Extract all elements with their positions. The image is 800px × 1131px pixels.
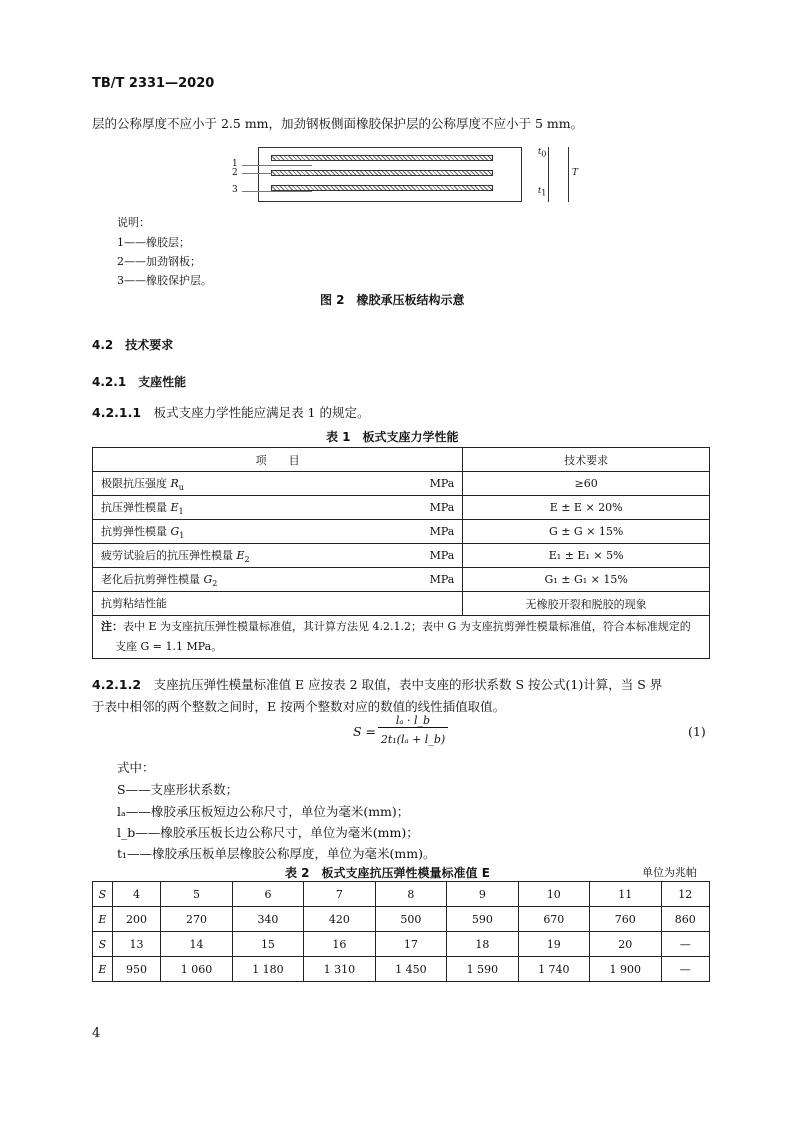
table-cell: 19 (518, 932, 589, 957)
requirement-cell: 无橡胶开裂和脱胶的现象 (463, 592, 710, 616)
item-cell: 抗压弹性模量 $E_1$ (93, 496, 385, 520)
legend-item: 2——加劲钢板； (117, 255, 201, 268)
table-cell: E (93, 957, 113, 982)
table-row (93, 957, 710, 982)
table-cell: 1 590 (447, 957, 518, 982)
table-row (93, 592, 710, 616)
requirement-cell: G₁ ± G₁ × 15% (463, 568, 710, 592)
item-cell: 老化后抗剪弹性模量 $G_2$ (93, 568, 385, 592)
table-row (93, 496, 710, 520)
where-item: t₁——橡胶承压板单层橡胶公称厚度，单位为毫米(mm)。 (117, 846, 436, 861)
table-cell: 16 (304, 932, 375, 957)
table-row (93, 882, 710, 907)
unit-cell: MPa (385, 544, 463, 568)
table-cell: 1 310 (304, 957, 375, 982)
clause-text: 于表中相邻的两个整数之间时，E 按两个整数对应的数值的线性插值取值。 (92, 699, 506, 714)
table1 (92, 447, 710, 659)
figure-caption: 图 2 橡胶承压板结构示意 (320, 293, 465, 307)
section-heading: 4.2 技术要求 (92, 338, 174, 352)
table1-caption: 表 1 板式支座力学性能 (326, 430, 459, 444)
table2-unit: 单位为兆帕 (642, 866, 697, 879)
table-cell: 12 (661, 882, 709, 907)
item-cell: 疲劳试验后的抗压弹性模量 $E_2$ (93, 544, 385, 568)
table-cell: 17 (375, 932, 446, 957)
table-cell: S (93, 932, 113, 957)
table-row (93, 472, 710, 496)
table-cell: 4 (112, 882, 160, 907)
dim-t0: t (538, 147, 542, 156)
table-cell: 270 (161, 907, 232, 932)
page-number: 4 (92, 1026, 101, 1041)
table-cell: 18 (447, 932, 518, 957)
table-cell: 950 (112, 957, 160, 982)
table-header: 技术要求 (463, 448, 710, 472)
table-cell: 15 (232, 932, 303, 957)
table-row (93, 520, 710, 544)
requirement-cell: E₁ ± E₁ × 5% (463, 544, 710, 568)
figure-label: 2 (232, 168, 238, 178)
table-cell: — (661, 957, 709, 982)
table-cell: 1 900 (590, 957, 661, 982)
table-cell: 8 (375, 882, 446, 907)
item-cell: 抗剪弹性模量 $G_1$ (93, 520, 385, 544)
intro-text: 层的公称厚度不应小于 2.5 mm，加劲钢板侧面橡胶保护层的公称厚度不应小于 5 mm。 (92, 116, 584, 131)
legend-item: 3——橡胶保护层。 (117, 274, 212, 287)
figure-label: 1 (232, 159, 238, 169)
section-heading: 4.2.1 支座性能 (92, 375, 187, 389)
unit-cell: MPa (385, 568, 463, 592)
table-row (93, 568, 710, 592)
table1-note: 注：表中 E 为支座抗压弹性模量标准值，其计算方法见 4.2.1.2；表中 G 为支座抗剪弹性模量标准值，符合本标准规定的支座 G = 1.1 MPa。 (93, 616, 710, 659)
table-cell: 590 (447, 907, 518, 932)
unit-cell: MPa (385, 496, 463, 520)
table-cell: S (93, 882, 113, 907)
unit-cell: MPa (385, 472, 463, 496)
table-cell: 13 (112, 932, 160, 957)
bearing-diagram (258, 147, 522, 202)
standard-header: TB/T 2331—2020 (92, 76, 215, 91)
requirement-cell: ≥60 (463, 472, 710, 496)
table-cell: 760 (590, 907, 661, 932)
where-item: l_b——橡胶承压板长边公称尺寸，单位为毫米(mm)； (117, 825, 419, 840)
table-cell: 1 180 (232, 957, 303, 982)
document-page: TB/T 2331—2020 层的公称厚度不应小于 2.5 mm，加劲钢板侧面橡胶保护层的公称厚度不应小于 5 mm。 1 2 3 $t_0$ T $t_1$ 说明： 1——橡胶层； 2——加劲钢板； 3——橡胶保护层。 图 2 橡胶承压板结构示意 4.2 技术要求 4.2.1 支座性能 4.2.1.1 板式支座力学性能应满足表 1 的规定。 表 1 板式支座力学性能 项 目 技术要求 极限抗压强度 $R_u$ MPa ≥60 抗压弹性模量 $E_1$ MPa E ± E × 20% 抗剪弹性模量 $G_1$ MPa G ± G × 15% 疲劳试验后的抗压弹性模量 $E_2$ MPa E₁ ± E₁ × 5% 老化后抗剪弹性模量 $G_2$ MPa G₁ ± G₁ × 15% 抗剪粘结性能 无橡胶开裂和脱胶的现象 注：表中 E 为支座抗压弹性模量标准值，其计算方法见 4.2.1.2；表中 G 为支座抗剪弹性模量标准值，符合本标准规定的支座 G = 1.1 MPa。 4.2.1.2 支座抗压弹性模量标准值 E 应按表 2 取值，表中支座的形状系数 S 按公式(1)计算，当 S 界 于表中相邻的两个整数之间时，E 按两个整数对应的数值的线性插值取值。 S = lₐ · l_b 2t₁(lₐ + l_b) (1) 式中： S——支座形状系数； lₐ——橡胶承压板短边公称尺寸，单位为毫米(mm)； l_b——橡胶承压板长边公称尺寸，单位为毫米(mm)； t₁——橡胶承压板单层橡胶公称厚度，单位为毫米(mm)。 表 2 板式支座抗压弹性模量标准值 E 单位为兆帕 S 4 5 6 7 8 9 10 11 12 E 200 270 340 420 500 590 670 760 860 S 13 14 15 16 17 18 19 20 — E 950 1 060 1 180 1 310 1 450 1 590 1 740 1 900 — 4 (0, 0, 800, 1131)
table-cell: 1 450 (375, 957, 446, 982)
table-header: 项 目 (93, 448, 463, 472)
table-cell: 20 (590, 932, 661, 957)
table-row (93, 907, 710, 932)
table2 (92, 881, 710, 982)
where-title: 式中： (117, 760, 155, 775)
steel-plate (271, 155, 493, 161)
clause-text: 支座抗压弹性模量标准值 E 应按表 2 取值，表中支座的形状系数 S 按公式(1)计算，当 S 界 (153, 677, 663, 692)
table-cell: 860 (661, 907, 709, 932)
clause-number: 4.2.1.1 (92, 405, 142, 420)
requirement-cell: E ± E × 20% (463, 496, 710, 520)
table-row (93, 932, 710, 957)
where-item: lₐ——橡胶承压板短边公称尺寸，单位为毫米(mm)； (117, 804, 410, 819)
table-row (93, 544, 710, 568)
table2-caption: 表 2 板式支座抗压弹性模量标准值 E (285, 866, 490, 880)
table-cell: 340 (232, 907, 303, 932)
table-cell: 500 (375, 907, 446, 932)
formula-number: (1) (688, 724, 706, 739)
dim-t1: t (538, 186, 542, 195)
table-cell: 670 (518, 907, 589, 932)
table-cell: 6 (232, 882, 303, 907)
where-item: S——支座形状系数； (117, 782, 239, 797)
table-cell: 200 (112, 907, 160, 932)
unit-cell: MPa (385, 520, 463, 544)
item-cell: 极限抗压强度 $R_u$ (93, 472, 385, 496)
table-cell: 7 (304, 882, 375, 907)
steel-plate (271, 170, 493, 176)
figure-label: 3 (232, 185, 238, 195)
requirement-cell: G ± G × 15% (463, 520, 710, 544)
legend-title: 说明： (117, 216, 150, 229)
table-cell: 10 (518, 882, 589, 907)
table-cell: 14 (161, 932, 232, 957)
table-cell: 420 (304, 907, 375, 932)
table-cell: 5 (161, 882, 232, 907)
table-cell: 1 060 (161, 957, 232, 982)
table-cell: E (93, 907, 113, 932)
dim-T: T (572, 168, 579, 178)
clause-text: 板式支座力学性能应满足表 1 的规定。 (153, 405, 370, 420)
clause-number: 4.2.1.2 (92, 677, 142, 692)
table-cell: 11 (590, 882, 661, 907)
table-cell: — (661, 932, 709, 957)
legend-item: 1——橡胶层； (117, 236, 190, 249)
table-cell: 9 (447, 882, 518, 907)
item-cell: 抗剪粘结性能 (93, 592, 463, 616)
table-cell: 1 740 (518, 957, 589, 982)
